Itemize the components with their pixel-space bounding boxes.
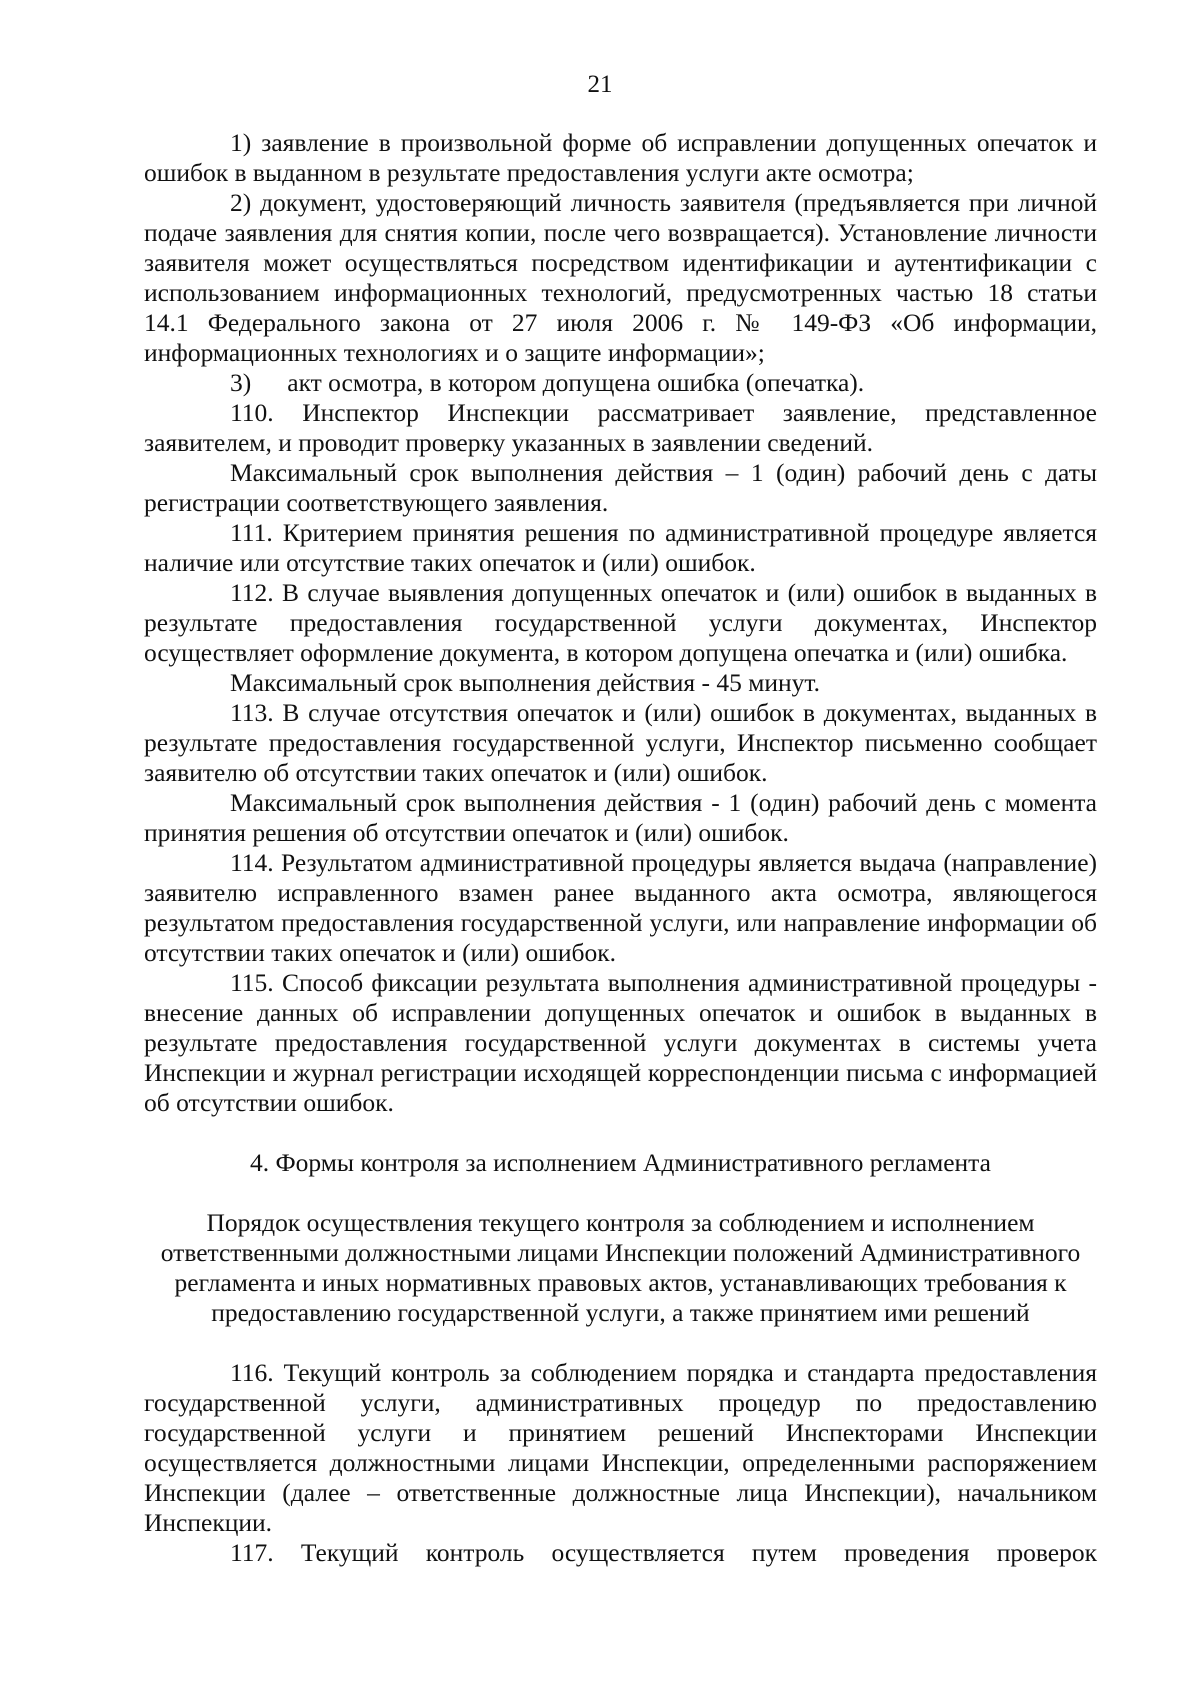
paragraph-110: 110. Инспектор Инспекции рассматривает заявление, представленное заявителем, и проводит проверку указанных в заявлении сведений. bbox=[144, 398, 1097, 457]
paragraph-117: 117. Текущий контроль осуществляется путем проведения проверок bbox=[230, 1538, 1097, 1567]
paragraph-item-2: 2) документ, удостоверяющий личность заявителя (предъявляется при личной подаче заявления для снятия копии, после чего возвращается). Установление личности заявителя может осуществляться посредством идентификации и аутентификации с использованием информационных технологий, предусмотренных частью 18 статьи 14.1 Федерального закона от 27 июля 2006 г. № 149-ФЗ «Об информации, информационных технологиях и о защите информации»; bbox=[144, 188, 1097, 367]
document-body bbox=[144, 128, 1097, 1568]
paragraph-114: 114. Результатом административной процедуры является выдача (направление) заявителю исправленного взамен ранее выданного акта осмотра, являющегося результатом предоставления государственной услуги, или направление информации об отсутствии таких опечаток и (или) ошибок. bbox=[144, 848, 1097, 967]
page-number: 21 bbox=[587, 71, 613, 98]
section-heading: 4. Формы контроля за исполнением Административного регламента bbox=[250, 1148, 991, 1177]
paragraph-item-3 bbox=[144, 368, 1097, 398]
item-3-text: акт осмотра, в котором допущена ошибка (опечатка). bbox=[287, 368, 865, 397]
paragraph-112-deadline: Максимальный срок выполнения действия - 45 минут. bbox=[230, 668, 820, 697]
paragraph-110-deadline: Максимальный срок выполнения действия – 1 (один) рабочий день с даты регистрации соответствующего заявления. bbox=[144, 458, 1097, 517]
paragraph-item-1: 1) заявление в произвольной форме об исправлении допущенных опечаток и ошибок в выданном в результате предоставления услуги акте осмотра; bbox=[144, 128, 1097, 187]
paragraph-113: 113. В случае отсутствия опечаток и (или) ошибок в документах, выданных в результате предоставления государственной услуги, Инспектор письменно сообщает заявителю об отсутствии таких опечаток и (или) ошибок. bbox=[144, 698, 1097, 787]
item-3-number: 3) bbox=[230, 368, 252, 397]
paragraph-115: 115. Способ фиксации результата выполнения административной процедуры - внесение данных об исправлении допущенных опечаток и ошибок в выданных в результате предоставления государственной услуги документах в системы учета Инспекции и журнал регистрации исходящей корреспонденции письма с информацией об отсутствии ошибок. bbox=[144, 968, 1097, 1117]
paragraph-112: 112. В случае выявления допущенных опечаток и (или) ошибок в выданных в результате предоставления государственной услуги документах, Инспектор осуществляет оформление документа, в котором допущена опечатка и (или) ошибка. bbox=[144, 578, 1097, 667]
paragraph-113-deadline: Максимальный срок выполнения действия - 1 (один) рабочий день с момента принятия решения об отсутствии опечаток и (или) ошибок. bbox=[144, 788, 1097, 847]
paragraph-111: 111. Критерием принятия решения по административной процедуре является наличие или отсутствие таких опечаток и (или) ошибок. bbox=[144, 518, 1097, 577]
paragraph-116: 116. Текущий контроль за соблюдением порядка и стандарта предоставления государственной услуги, административных процедур по предоставлению государственной услуги и принятием решений Инспекторами Инспекции осуществляется должностными лицами Инспекции, определенными распоряжением Инспекции (далее – ответственные должностные лица Инспекции), начальником Инспекции. bbox=[144, 1358, 1097, 1537]
subsection-heading: Порядок осуществления текущего контроля за соблюдением и исполнением ответственными должностными лицами Инспекции положений Административного регламента и иных нормативных правовых актов, устанавливающих требования к предоставлению государственной услуги, а также принятием ими решений bbox=[160, 1208, 1081, 1327]
